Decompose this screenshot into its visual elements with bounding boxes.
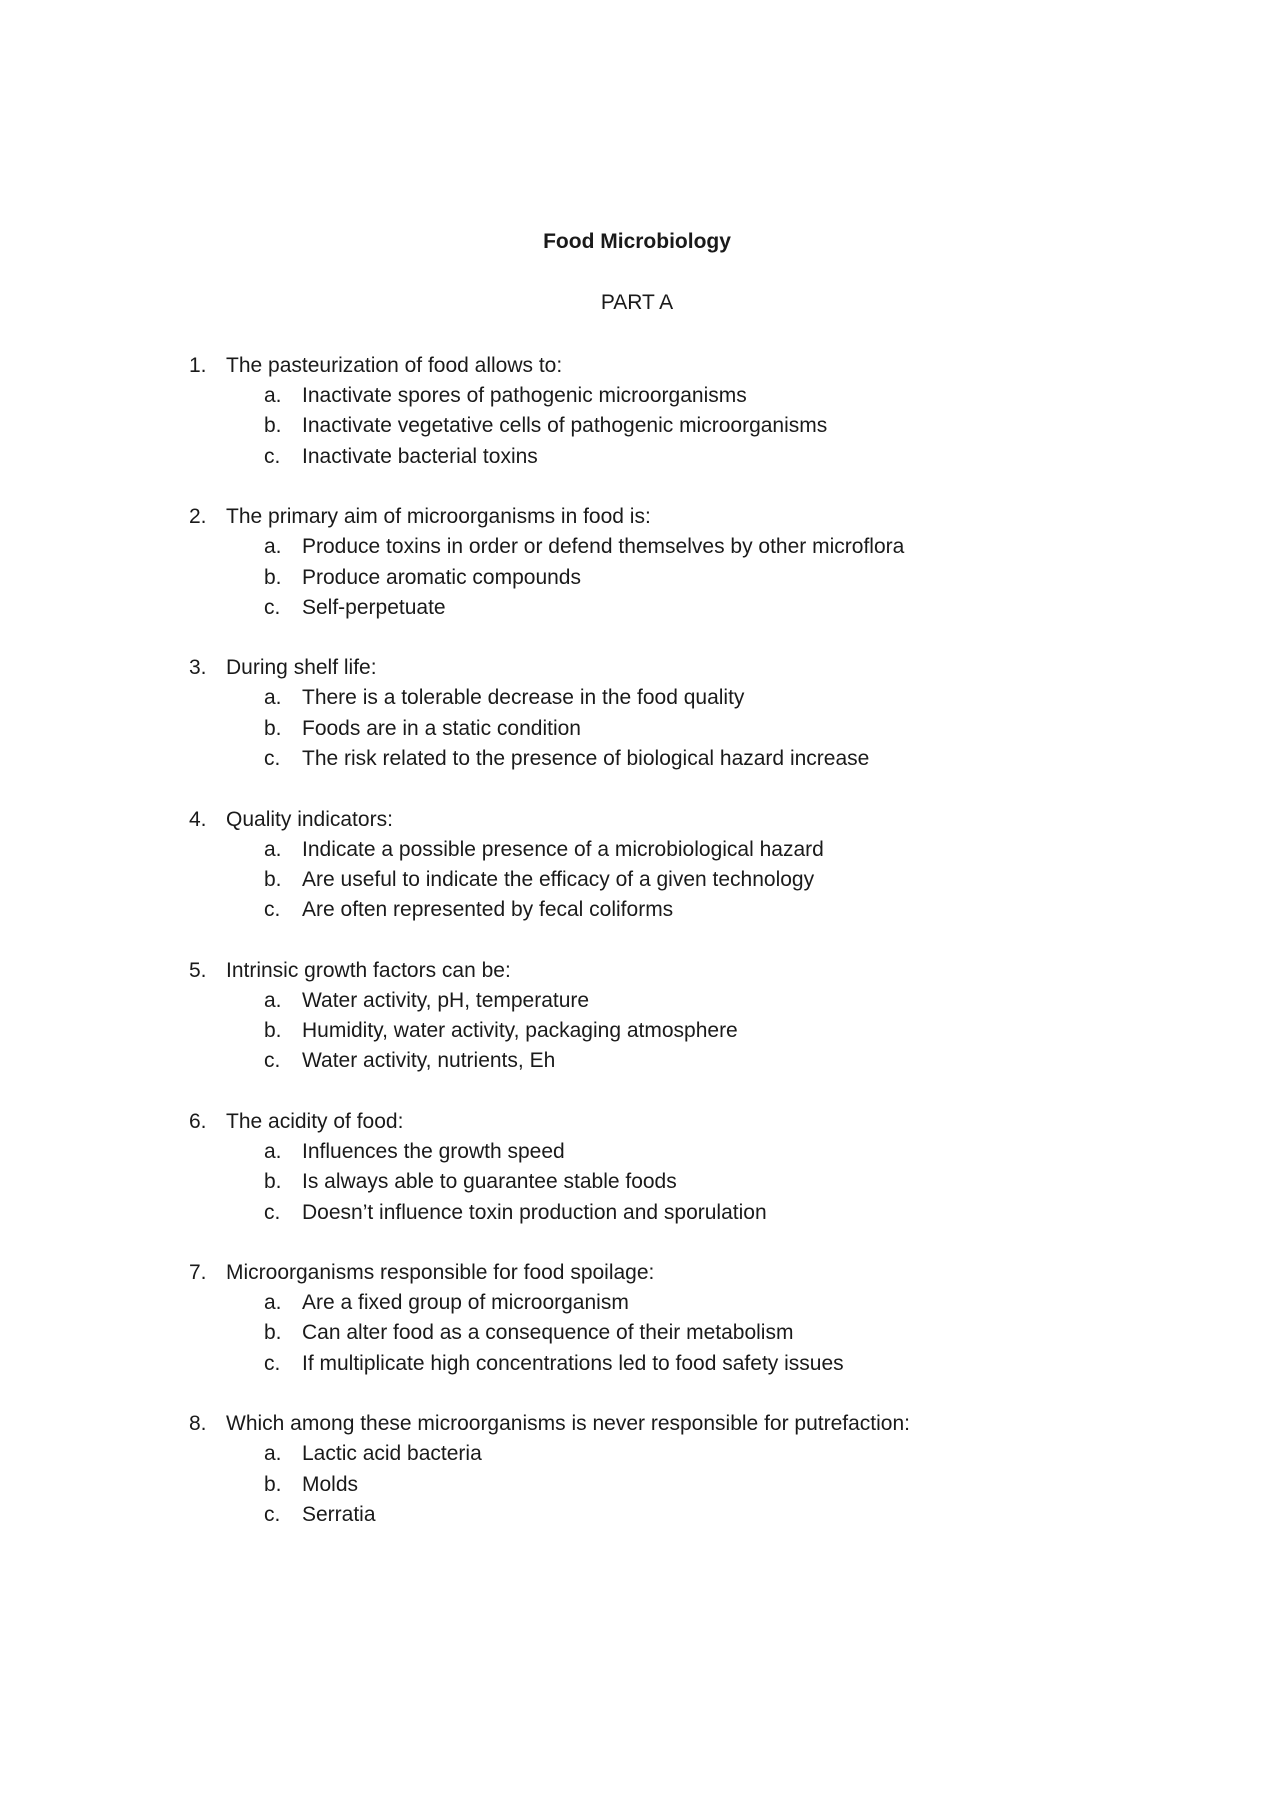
answer-option [0,714,1280,744]
option-letter: a. [264,837,282,861]
question-number: 8. [189,1412,207,1436]
question-text: Quality indicators: [226,807,393,831]
answer-option [0,1167,1280,1197]
answer-option [0,442,1280,472]
answer-option [0,1470,1280,1500]
option-letter: b. [264,565,282,589]
question-item [0,1258,1280,1379]
option-letter: c. [264,1502,281,1526]
option-letter: a. [264,988,282,1012]
option-text: Doesn’t influence toxin production and sporulation [302,1200,767,1224]
option-list [0,1137,1280,1228]
option-text: Lactic acid bacteria [302,1442,482,1466]
option-letter: a. [264,535,282,559]
question-text: Microorganisms responsible for food spoilage: [226,1261,655,1285]
answer-option [0,1046,1280,1076]
option-list [0,1288,1280,1379]
question-line [0,1258,1280,1288]
question-number: 3. [189,656,207,680]
question-item [0,956,1280,1077]
answer-option [0,683,1280,713]
option-text: Are a fixed group of microorganism [302,1291,629,1315]
question-item [0,1107,1280,1228]
answer-option [0,744,1280,774]
option-letter: b. [264,1321,282,1345]
option-list [0,381,1280,472]
option-letter: b. [264,414,282,438]
option-list [0,835,1280,926]
answer-option [0,1318,1280,1348]
question-line [0,805,1280,835]
option-text: Water activity, pH, temperature [302,988,590,1012]
answer-option [0,1439,1280,1469]
option-letter: b. [264,867,282,891]
question-text: The acidity of food: [226,1109,404,1133]
option-text: There is a tolerable decrease in the food quality [302,686,745,710]
option-list [0,1439,1280,1530]
answer-option [0,986,1280,1016]
answer-option [0,532,1280,562]
question-item [0,351,1280,472]
option-letter: c. [264,898,281,922]
answer-option [0,1016,1280,1046]
option-letter: a. [264,1291,282,1315]
question-line [0,956,1280,986]
option-list [0,532,1280,623]
option-text: Are useful to indicate the efficacy of a given technology [302,867,815,891]
answer-option [0,895,1280,925]
option-list [0,986,1280,1077]
question-text: The primary aim of microorganisms in food is: [226,505,651,529]
question-number: 1. [189,354,207,377]
answer-option [0,1288,1280,1318]
question-line [0,1107,1280,1137]
answer-option [0,1198,1280,1228]
option-text: Influences the growth speed [302,1139,565,1163]
question-item [0,805,1280,926]
answer-option [0,1137,1280,1167]
answer-option [0,1500,1280,1530]
option-text: Indicate a possible presence of a microbiological hazard [302,837,824,861]
option-letter: b. [264,1019,282,1043]
option-text: Can alter food as a consequence of their metabolism [302,1321,794,1345]
option-text: Molds [302,1472,359,1496]
question-text: During shelf life: [226,656,377,680]
option-letter: c. [264,1200,281,1224]
option-text: Self-perpetuate [302,595,446,619]
answer-option [0,381,1280,411]
answer-option [0,1349,1280,1379]
option-text: Are often represented by fecal coliforms [302,898,674,922]
option-list [0,683,1280,774]
option-letter: a. [264,1139,282,1163]
option-letter: a. [264,384,282,407]
option-letter: c. [264,1049,281,1073]
question-number: 7. [189,1261,207,1285]
question-item [0,502,1280,623]
section-heading [0,291,1280,315]
answer-option [0,835,1280,865]
document-title [0,230,1280,254]
option-letter: c. [264,444,281,468]
question-line [0,351,1280,381]
question-number: 6. [189,1109,207,1133]
question-line [0,1409,1280,1439]
option-letter: a. [264,686,282,710]
option-text: The risk related to the presence of biological hazard increase [302,747,870,771]
option-letter: c. [264,1351,281,1375]
answer-option [0,865,1280,895]
question-item [0,653,1280,774]
option-text: Water activity, nutrients, Eh [302,1049,556,1073]
option-text: If multiplicate high concentrations led to food safety issues [302,1351,844,1375]
question-line [0,653,1280,683]
option-text: Humidity, water activity, packaging atmosphere [302,1019,738,1043]
question-list [0,351,1280,1560]
option-letter: a. [264,1442,282,1466]
option-text: Foods are in a static condition [302,716,581,740]
option-text: Produce toxins in order or defend themselves by other microflora [302,535,905,559]
question-item [0,1409,1280,1530]
document-title-text: Food Microbiology [543,230,731,253]
answer-option [0,593,1280,623]
option-text: Is always able to guarantee stable foods [302,1170,677,1194]
option-text: Inactivate bacterial toxins [302,444,538,468]
question-number: 5. [189,958,207,982]
question-text: Which among these microorganisms is never responsible for putrefaction: [226,1412,910,1436]
question-line [0,502,1280,532]
option-letter: c. [264,595,281,619]
option-text: Inactivate vegetative cells of pathogenic microorganisms [302,414,828,438]
answer-option [0,563,1280,593]
question-text: The pasteurization of food allows to: [226,354,563,377]
question-number: 4. [189,807,207,831]
option-letter: b. [264,1472,282,1496]
option-letter: b. [264,1170,282,1194]
option-text: Inactivate spores of pathogenic microorganisms [302,384,747,407]
section-heading-text: PART A [600,291,674,314]
question-number: 2. [189,505,207,529]
option-text: Serratia [302,1502,376,1526]
option-letter: b. [264,716,282,740]
question-text: Intrinsic growth factors can be: [226,958,511,982]
answer-option [0,411,1280,441]
option-text: Produce aromatic compounds [302,565,581,589]
option-letter: c. [264,747,281,771]
